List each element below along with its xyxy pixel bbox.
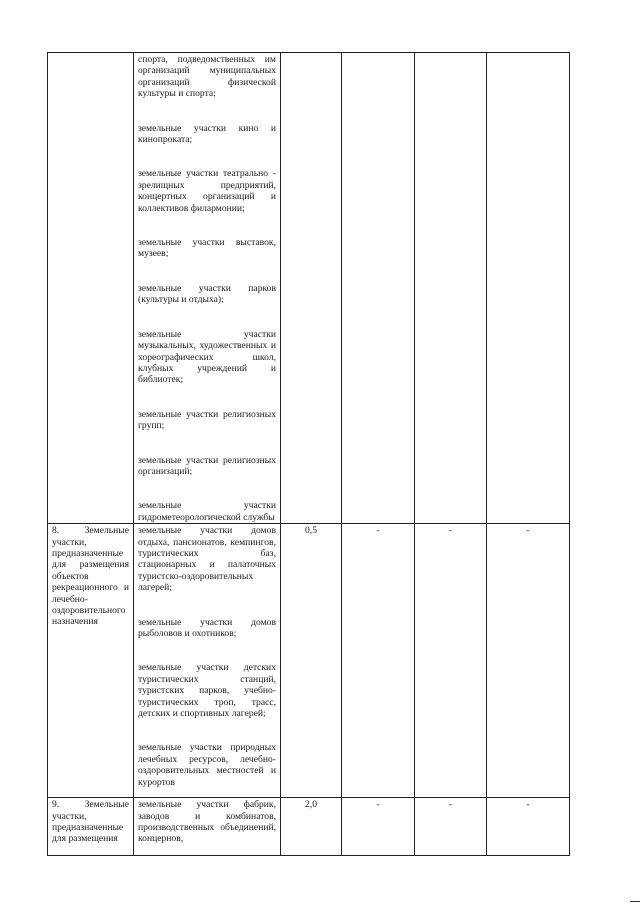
rate-cell (281, 53, 342, 524)
value-cell (487, 53, 570, 524)
description-cell (134, 53, 281, 524)
list-item: земельные участки религиозных групп; (138, 408, 276, 432)
list-item: земельные участки кино и кинопроката; (138, 122, 276, 146)
list-item: земельные участки парков (культуры и отдыха); (138, 282, 276, 306)
list-item: земельные участки природных лечебных ресурсов, лечебно-оздоровительных местностей и курортов (138, 742, 276, 788)
value-cell (415, 53, 487, 524)
list-item: земельные участки музыкальных, художественных и хореографических школ, клубных учреждений и библиотек; (138, 328, 276, 386)
category-cell (48, 53, 134, 524)
list-item: земельные участки домов отдыха, пансионатов, кемпингов, туристических баз, стационарных и палаточных туристско-оздоровительных лагерей; (138, 525, 276, 594)
list-item: земельные участки детских туристических станций, туристских парков, учебно-туристических троп, трасс, детских и спортивных лагерей; (138, 662, 276, 720)
list-item: земельные участки фабрик, заводов и комбинатов, производственных объединений, концернов, (138, 799, 276, 845)
value-cell: - (487, 524, 570, 798)
value-cell: - (342, 524, 415, 798)
list-item: спорта, подведомственных им организаций муниципальных организаций физической культуры и спорта; (138, 54, 276, 100)
list-item: земельные участки гидрометеорологической службы (138, 500, 276, 523)
list-item: земельные участки выставок, музеев; (138, 237, 276, 260)
value-cell: - (415, 798, 487, 856)
rate-cell: 0,5 (281, 524, 342, 798)
value-cell: - (487, 798, 570, 856)
description-cell (134, 798, 281, 856)
value-cell: - (415, 524, 487, 798)
land-plot-table (47, 52, 570, 856)
table-row (48, 524, 570, 798)
category-cell: 8. Земельные участки, предназначенные для размещения объектов рекреационного и лечебно-оздоровительного назначения (48, 524, 134, 798)
list-item: земельные участки религиозных организаций; (138, 454, 276, 477)
value-cell: - (342, 798, 415, 856)
table-row (48, 53, 570, 524)
page-edge-mark (630, 901, 640, 902)
rate-cell: 2,0 (281, 798, 342, 856)
value-cell (342, 53, 415, 524)
category-cell: 9. Земельные участки, предназначенные для размещения (48, 798, 134, 856)
description-cell (134, 524, 281, 798)
table-row (48, 798, 570, 856)
list-item: земельные участки театрально - зрелищных предприятий, концертных организаций и коллективов филармонии; (138, 168, 276, 214)
list-item: земельные участки домов рыболовов и охотников; (138, 616, 276, 639)
